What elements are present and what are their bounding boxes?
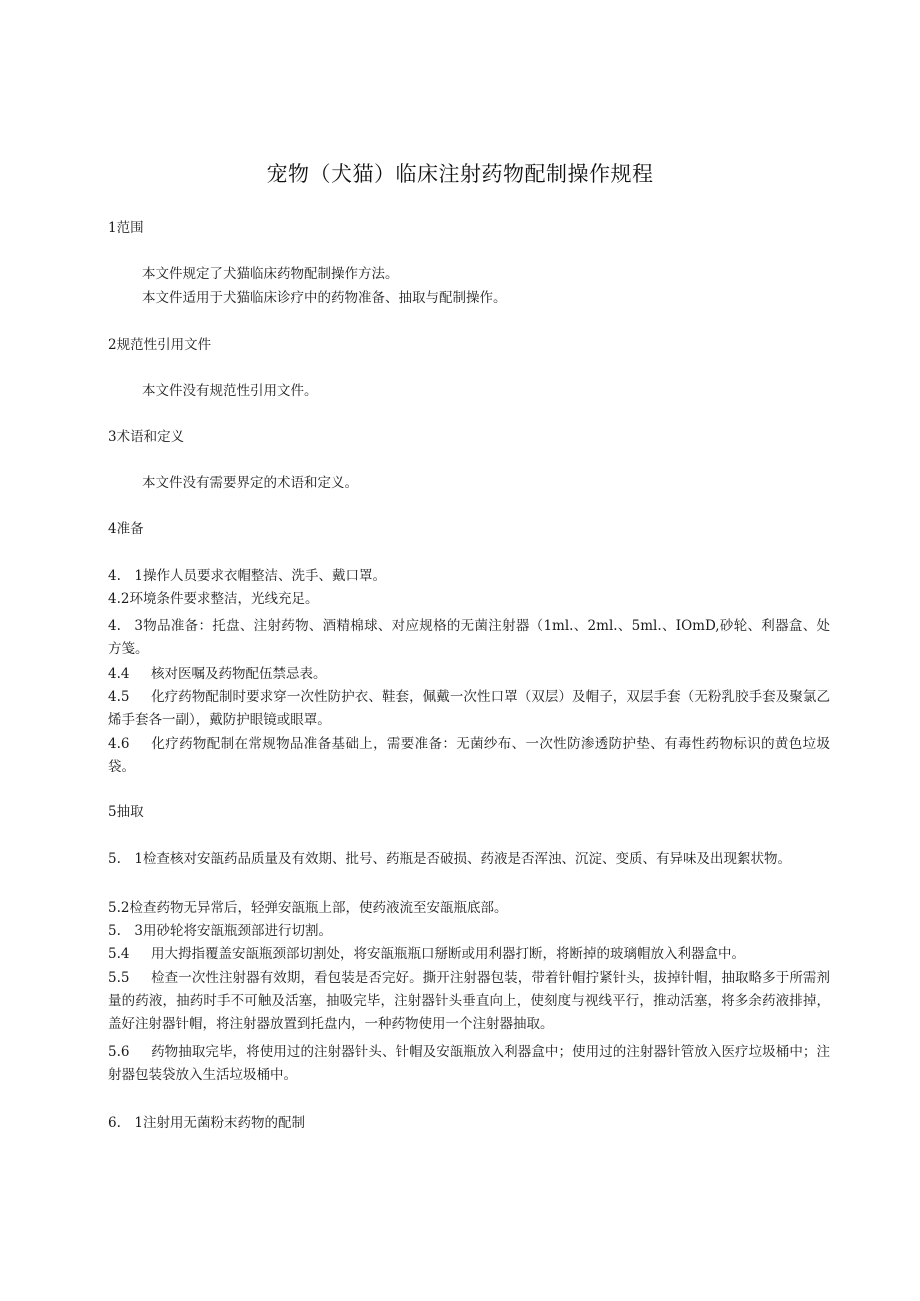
clause-number: 4.5 bbox=[108, 689, 130, 705]
clause-4-4 bbox=[108, 663, 830, 686]
section-1-heading: 1范围 bbox=[108, 220, 144, 236]
clause-number: 5.6 bbox=[108, 1044, 130, 1060]
clause-4-6 bbox=[108, 733, 830, 779]
clause-text: 检查一次性注射器有效期，看包装是否完好。撕开注射器包装，带着针帽拧紧针头，拔掉针帽，抽取略多于所需剂量的药液，抽药时手不可触及活塞，抽吸完毕，注射器针头垂直向上，使刻度与视线平行，推动活塞，将多余药液排掉，盖好注射器针帽，将注射器放置到托盘内，一种药物使用一个注射器抽取。 bbox=[108, 970, 830, 1032]
clause-text: 环境条件要求整洁，光线充足。 bbox=[129, 591, 319, 607]
clause-number: 5. 3 bbox=[108, 923, 143, 939]
clause-text: 注射用无菌粉末药物的配制 bbox=[142, 1115, 305, 1131]
section-1-paragraph-2: 本文件适用于犬猫临床诊疗中的药物准备、抽取与配制操作。 bbox=[142, 290, 507, 306]
clause-5-1 bbox=[108, 848, 830, 871]
clause-number: 5.4 bbox=[108, 946, 130, 962]
clause-number: 4.4 bbox=[108, 666, 130, 682]
clause-5-2 bbox=[108, 897, 830, 920]
clause-number: 5.5 bbox=[108, 970, 130, 986]
section-3-heading: 3术语和定义 bbox=[108, 429, 185, 445]
clause-number: 4. 3 bbox=[108, 618, 143, 634]
clause-number: 4. 1 bbox=[108, 568, 143, 584]
section-3-paragraph-1: 本文件没有需要界定的术语和定义。 bbox=[142, 475, 358, 491]
clause-text: 操作人员要求衣帽整洁、洗手、戴口罩。 bbox=[142, 568, 386, 584]
clause-text: 检查核对安瓿药品质量及有效期、批号、药瓶是否破损、药液是否浑浊、沉淀、变质、有异味及出现絮状物。 bbox=[142, 851, 791, 867]
clause-text: 化疗药物配制时要求穿一次性防护衣、鞋套，佩戴一次性口罩（双层）及帽子，双层手套（无粉乳胶手套及聚氯乙烯手套各一副），戴防护眼镜或眼罩。 bbox=[108, 689, 830, 728]
clause-text: 用大拇指覆盖安瓿瓶颈部切割处，将安瓿瓶瓶口掰断或用利器打断，将断掉的玻璃帽放入利器盒中。 bbox=[151, 946, 745, 962]
clause-text: 检查药物无异常后，轻弹安瓿瓶上部，使药液流至安瓿瓶底部。 bbox=[129, 900, 508, 916]
clause-6-1 bbox=[108, 1112, 830, 1135]
section-2-paragraph-1: 本文件没有规范性引用文件。 bbox=[142, 383, 318, 399]
document-title: 宠物（犬猫）临床注射药物配制操作规程 bbox=[266, 162, 654, 186]
clause-number: 4.2 bbox=[108, 591, 130, 607]
section-2-heading: 2规范性引用文件 bbox=[108, 337, 212, 353]
clause-text: 核对医嘱及药物配伍禁忌表。 bbox=[151, 666, 327, 682]
clause-5-5 bbox=[108, 967, 830, 1036]
clause-text: 化疗药物配制在常规物品准备基础上，需要准备：无菌纱布、一次性防渗透防护垫、有毒性药物标识的黄色垃圾袋。 bbox=[108, 736, 830, 775]
clause-number: 4.6 bbox=[108, 736, 130, 752]
clause-4-2 bbox=[108, 588, 830, 611]
clause-number: 5. 1 bbox=[108, 851, 143, 867]
clause-5-6 bbox=[108, 1041, 830, 1087]
clause-4-1 bbox=[108, 565, 830, 588]
clause-5-4 bbox=[108, 943, 830, 966]
clause-4-5 bbox=[108, 686, 830, 732]
clause-number: 6. 1 bbox=[108, 1115, 143, 1131]
section-1-paragraph-1: 本文件规定了犬猫临床药物配制操作方法。 bbox=[142, 266, 399, 282]
clause-text: 药物抽取完毕，将使用过的注射器针头、针帽及安瓿瓶放入利器盒中；使用过的注射器针管放入医疗垃圾桶中；注射器包装袋放入生活垃圾桶中。 bbox=[108, 1044, 830, 1083]
clause-5-3 bbox=[108, 920, 830, 943]
clause-4-3 bbox=[108, 615, 830, 661]
section-4-heading: 4准备 bbox=[108, 521, 144, 537]
section-5-heading: 5抽取 bbox=[108, 804, 144, 820]
clause-text: 物品准备：托盘、注射药物、酒精棉球、对应规格的无菌注射器（1ml.、2ml.、5ml.、IOmD,砂轮、利器盒、处方笺。 bbox=[108, 618, 830, 657]
clause-number: 5.2 bbox=[108, 900, 130, 916]
clause-text: 用砂轮将安瓿瓶颈部进行切割。 bbox=[142, 923, 332, 939]
